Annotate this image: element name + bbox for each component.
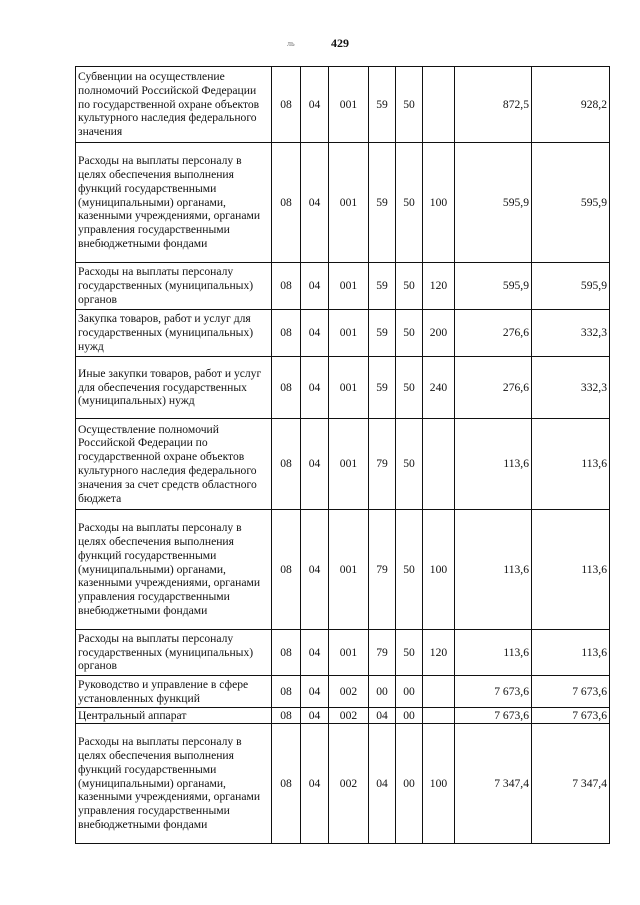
amount-2: 113,6 bbox=[532, 510, 610, 630]
amount-1: 276,6 bbox=[455, 310, 532, 357]
program-code: 001 bbox=[329, 357, 369, 419]
table-row bbox=[76, 676, 610, 708]
direction-code: 00 bbox=[396, 724, 423, 844]
subsection-code: 04 bbox=[301, 310, 329, 357]
direction-code: 50 bbox=[396, 357, 423, 419]
subprogram-code: 59 bbox=[369, 263, 396, 310]
row-name: Центральный аппарат bbox=[76, 708, 272, 724]
expense-type-code: 200 bbox=[423, 310, 455, 357]
direction-code: 50 bbox=[396, 143, 423, 263]
subsection-code: 04 bbox=[301, 630, 329, 676]
expense-type-code: 120 bbox=[423, 630, 455, 676]
expense-type-code bbox=[423, 676, 455, 708]
program-code: 001 bbox=[329, 143, 369, 263]
row-name: Закупка товаров, работ и услуг для государственных (муниципальных) нужд bbox=[76, 310, 272, 357]
subsection-code: 04 bbox=[301, 67, 329, 143]
amount-1: 595,9 bbox=[455, 263, 532, 310]
budget-table bbox=[75, 66, 610, 844]
expense-type-code: 120 bbox=[423, 263, 455, 310]
subsection-code: 04 bbox=[301, 419, 329, 510]
program-code: 001 bbox=[329, 630, 369, 676]
amount-1: 7 673,6 bbox=[455, 676, 532, 708]
direction-code: 00 bbox=[396, 676, 423, 708]
section-code: 08 bbox=[272, 630, 301, 676]
program-code: 002 bbox=[329, 676, 369, 708]
direction-code: 50 bbox=[396, 419, 423, 510]
table-row bbox=[76, 630, 610, 676]
subprogram-code: 59 bbox=[369, 67, 396, 143]
program-code: 002 bbox=[329, 724, 369, 844]
page-mark: ль bbox=[287, 39, 295, 48]
direction-code: 50 bbox=[396, 263, 423, 310]
subsection-code: 04 bbox=[301, 143, 329, 263]
subsection-code: 04 bbox=[301, 724, 329, 844]
subsection-code: 04 bbox=[301, 510, 329, 630]
program-code: 001 bbox=[329, 419, 369, 510]
table-row bbox=[76, 419, 610, 510]
table-row bbox=[76, 724, 610, 844]
direction-code: 50 bbox=[396, 630, 423, 676]
subprogram-code: 00 bbox=[369, 676, 396, 708]
subsection-code: 04 bbox=[301, 708, 329, 724]
table-row bbox=[76, 67, 610, 143]
program-code: 001 bbox=[329, 263, 369, 310]
subsection-code: 04 bbox=[301, 676, 329, 708]
amount-2: 332,3 bbox=[532, 310, 610, 357]
subsection-code: 04 bbox=[301, 263, 329, 310]
table-row bbox=[76, 143, 610, 263]
expense-type-code bbox=[423, 419, 455, 510]
subprogram-code: 04 bbox=[369, 724, 396, 844]
program-code: 001 bbox=[329, 310, 369, 357]
table-row bbox=[76, 263, 610, 310]
section-code: 08 bbox=[272, 357, 301, 419]
amount-1: 7 347,4 bbox=[455, 724, 532, 844]
amount-1: 113,6 bbox=[455, 510, 532, 630]
direction-code: 50 bbox=[396, 510, 423, 630]
program-code: 001 bbox=[329, 67, 369, 143]
page-number: 429 bbox=[331, 36, 349, 50]
section-code: 08 bbox=[272, 510, 301, 630]
amount-1: 7 673,6 bbox=[455, 708, 532, 724]
page-header bbox=[0, 36, 640, 56]
row-name: Субвенции на осуществление полномочий Российской Федерации по государственной охране объектов культурного наследия федерального значения bbox=[76, 67, 272, 143]
program-code: 002 bbox=[329, 708, 369, 724]
section-code: 08 bbox=[272, 67, 301, 143]
direction-code: 00 bbox=[396, 708, 423, 724]
amount-2: 7 673,6 bbox=[532, 708, 610, 724]
table-row bbox=[76, 310, 610, 357]
table-row bbox=[76, 708, 610, 724]
section-code: 08 bbox=[272, 419, 301, 510]
amount-1: 276,6 bbox=[455, 357, 532, 419]
amount-2: 595,9 bbox=[532, 143, 610, 263]
section-code: 08 bbox=[272, 676, 301, 708]
amount-1: 872,5 bbox=[455, 67, 532, 143]
expense-type-code: 100 bbox=[423, 143, 455, 263]
subprogram-code: 04 bbox=[369, 708, 396, 724]
expense-type-code: 240 bbox=[423, 357, 455, 419]
expense-type-code bbox=[423, 67, 455, 143]
subprogram-code: 79 bbox=[369, 419, 396, 510]
section-code: 08 bbox=[272, 724, 301, 844]
row-name: Расходы на выплаты персоналу государственных (муниципальных) органов bbox=[76, 263, 272, 310]
row-name: Руководство и управление в сфере установленных функций bbox=[76, 676, 272, 708]
table-row bbox=[76, 510, 610, 630]
direction-code: 50 bbox=[396, 310, 423, 357]
amount-1: 113,6 bbox=[455, 630, 532, 676]
row-name: Расходы на выплаты персоналу в целях обеспечения выполнения функций государственными (муниципальными) органами, казенными учреждениями, органами управления государственными внебюджетными фондами bbox=[76, 724, 272, 844]
subprogram-code: 79 bbox=[369, 630, 396, 676]
section-code: 08 bbox=[272, 263, 301, 310]
amount-1: 595,9 bbox=[455, 143, 532, 263]
subsection-code: 04 bbox=[301, 357, 329, 419]
row-name: Осуществление полномочий Российской Федерации по государственной охране объектов культурного наследия федерального значения за счет средств областного бюджета bbox=[76, 419, 272, 510]
subprogram-code: 59 bbox=[369, 310, 396, 357]
direction-code: 50 bbox=[396, 67, 423, 143]
amount-2: 928,2 bbox=[532, 67, 610, 143]
subprogram-code: 79 bbox=[369, 510, 396, 630]
section-code: 08 bbox=[272, 143, 301, 263]
section-code: 08 bbox=[272, 708, 301, 724]
table-row bbox=[76, 357, 610, 419]
amount-2: 113,6 bbox=[532, 630, 610, 676]
expense-type-code bbox=[423, 708, 455, 724]
expense-type-code: 100 bbox=[423, 510, 455, 630]
amount-2: 7 347,4 bbox=[532, 724, 610, 844]
amount-2: 332,3 bbox=[532, 357, 610, 419]
row-name: Иные закупки товаров, работ и услуг для обеспечения государственных (муниципальных) нужд bbox=[76, 357, 272, 419]
row-name: Расходы на выплаты персоналу государственных (муниципальных) органов bbox=[76, 630, 272, 676]
expense-type-code: 100 bbox=[423, 724, 455, 844]
section-code: 08 bbox=[272, 310, 301, 357]
row-name: Расходы на выплаты персоналу в целях обеспечения выполнения функций государственными (муниципальными) органами, казенными учреждениями, органами управления государственными внебюджетными фондами bbox=[76, 510, 272, 630]
amount-2: 113,6 bbox=[532, 419, 610, 510]
amount-2: 7 673,6 bbox=[532, 676, 610, 708]
amount-2: 595,9 bbox=[532, 263, 610, 310]
amount-1: 113,6 bbox=[455, 419, 532, 510]
program-code: 001 bbox=[329, 510, 369, 630]
subprogram-code: 59 bbox=[369, 143, 396, 263]
subprogram-code: 59 bbox=[369, 357, 396, 419]
row-name: Расходы на выплаты персоналу в целях обеспечения выполнения функций государственными (муниципальными) органами, казенными учреждениями, органами управления государственными внебюджетными фондами bbox=[76, 143, 272, 263]
